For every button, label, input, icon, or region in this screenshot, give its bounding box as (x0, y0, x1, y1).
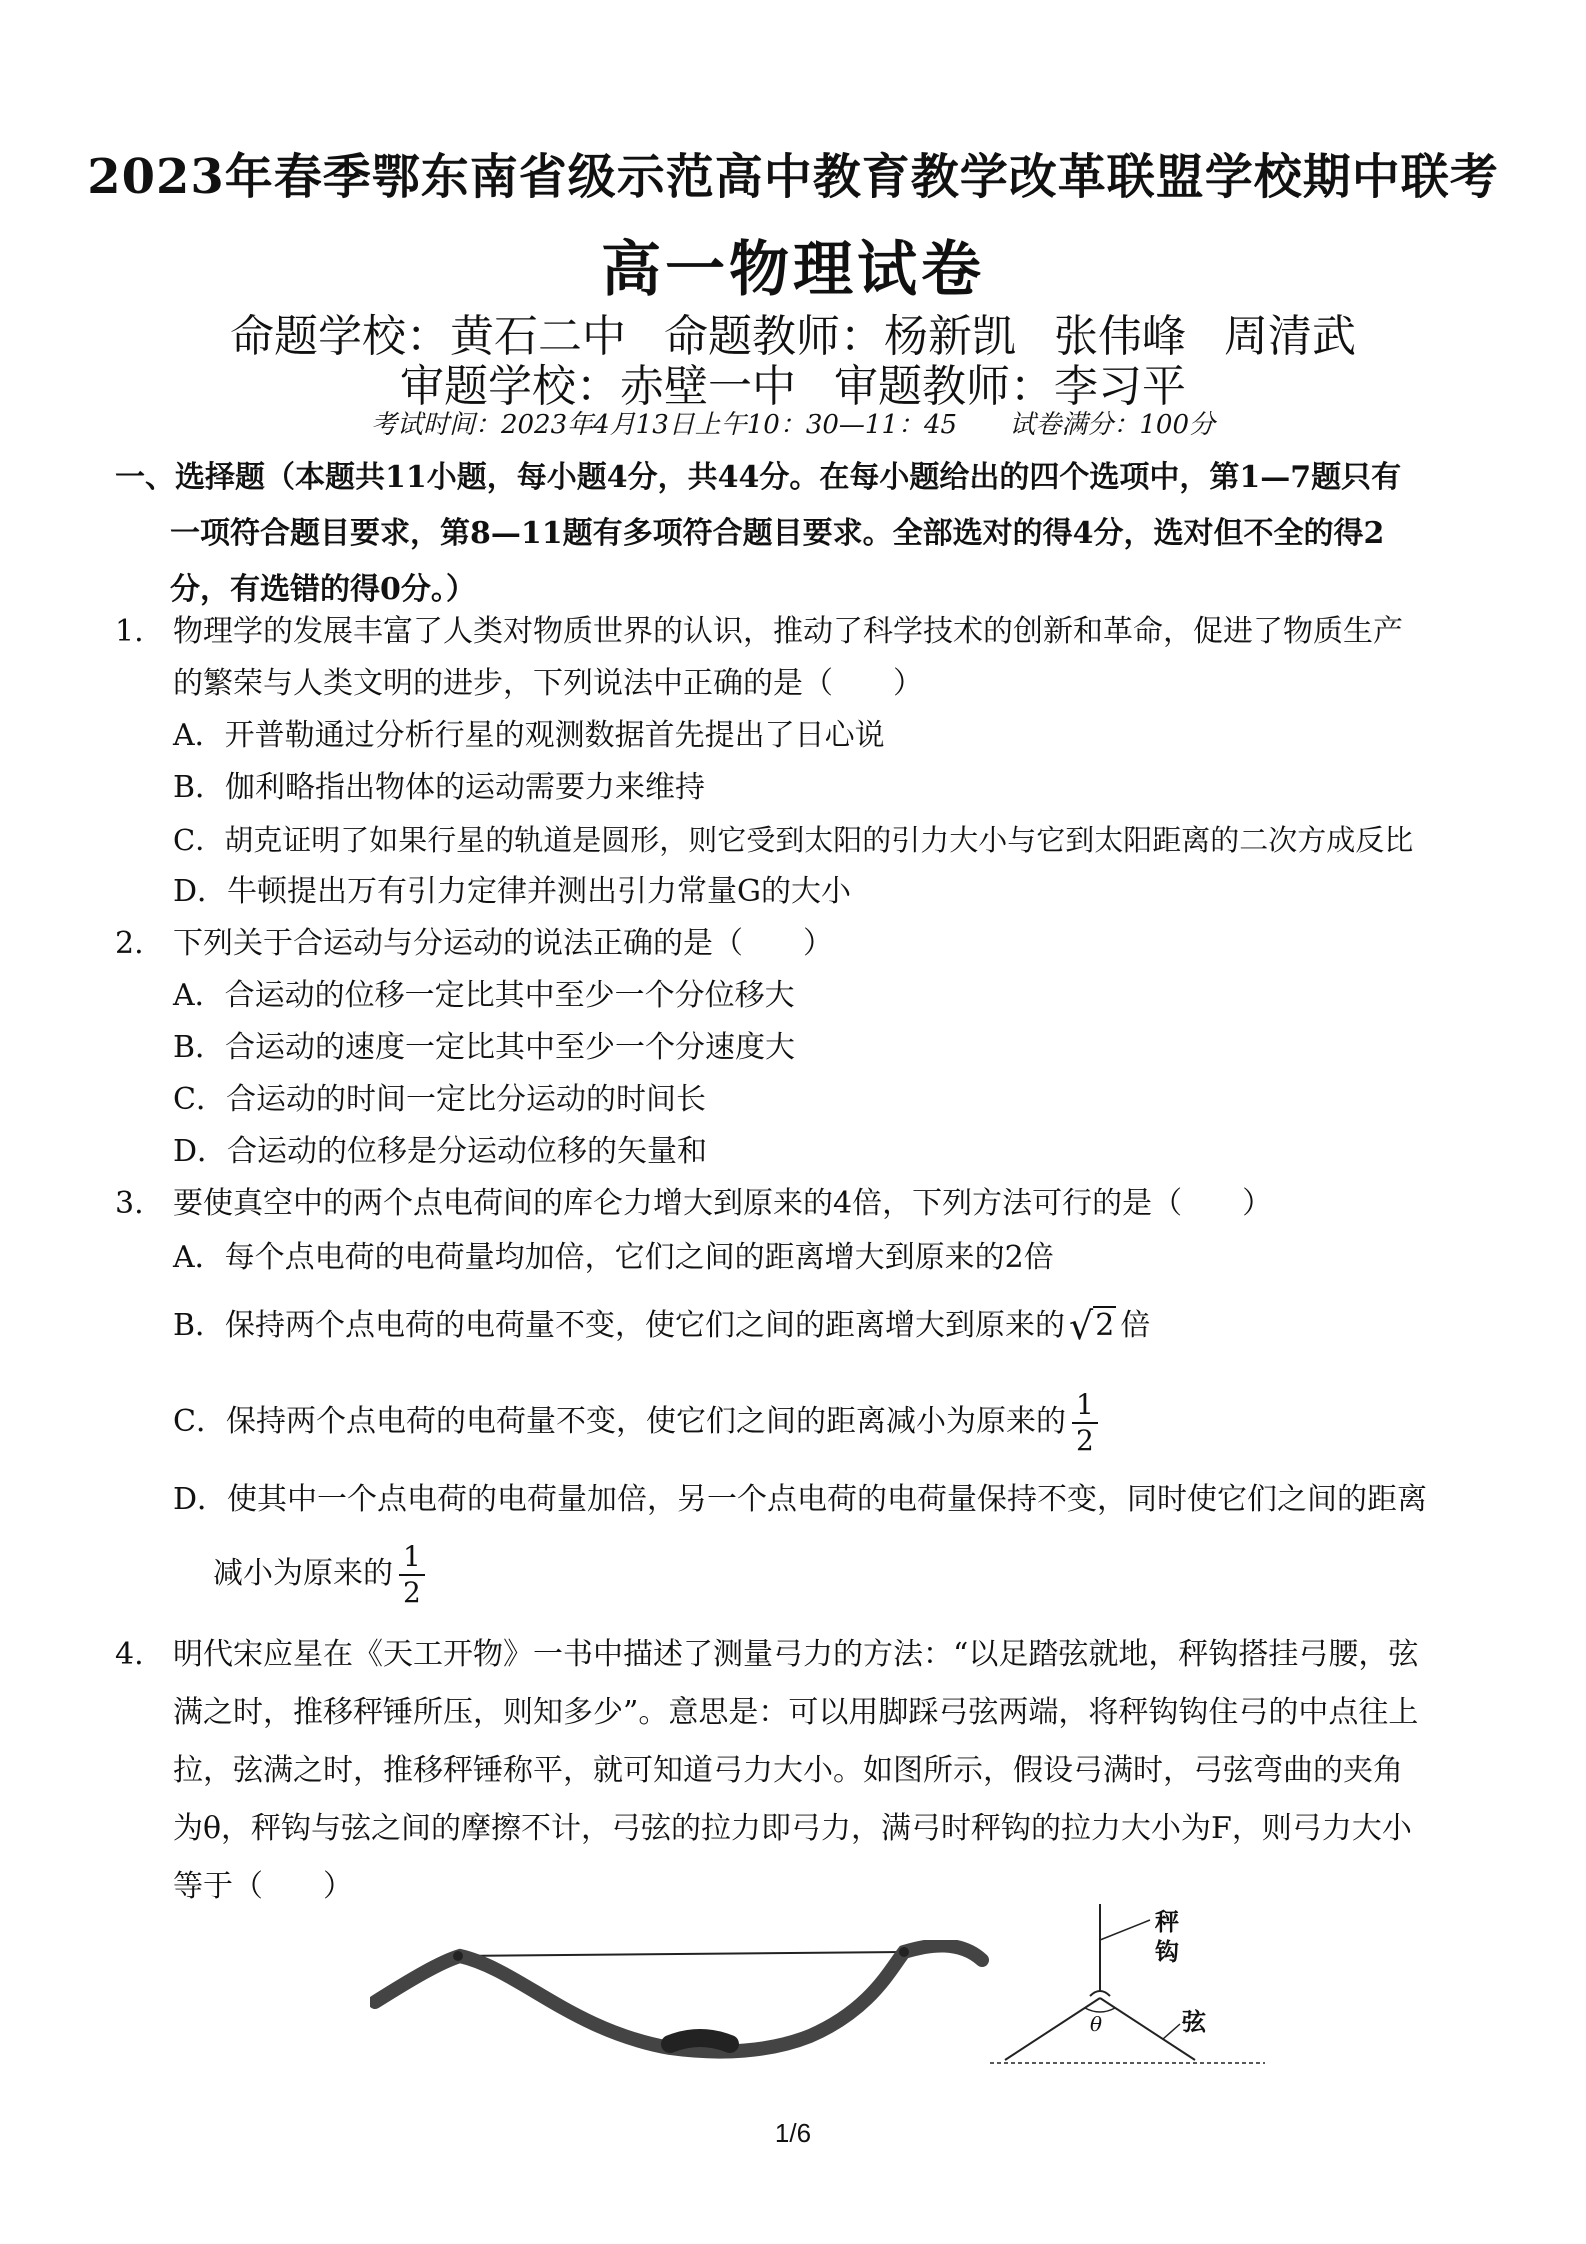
fraction (399, 1540, 425, 1610)
angle-label: θ (1090, 2012, 1103, 2036)
question-number: 1. (115, 614, 144, 649)
setter-teacher-2: 张伟峰 (1054, 311, 1186, 362)
setter-school: 命题学校：黄石二中 (230, 311, 626, 362)
question-3-option-d: D．使其中一个点电荷的电荷量加倍，另一个点电荷的电荷量保持不变，同时使它们之间的距离 (173, 1482, 1428, 1517)
question-3-option-d-cont (213, 1540, 1553, 1610)
hook-diagram (985, 1900, 1275, 2080)
exam-info (0, 404, 1586, 441)
reviewer-teacher: 审题教师：李习平 (834, 361, 1186, 412)
question-3-option-a: A．每个点电荷的电荷量均加倍，它们之间的距离增大到原来的2倍 (173, 1240, 1054, 1275)
setter-teacher-3: 周清武 (1224, 311, 1356, 362)
question-line: 要使真空中的两个点电荷间的库仑力增大到原来的4倍，下列方法可行的是（ ） (173, 1186, 1273, 1221)
hook-label-2: 钩 (1155, 1937, 1179, 1966)
bow-grip (670, 2038, 730, 2044)
question-3-option-c (173, 1388, 1513, 1458)
section-line-3: 分，有选错的得0分。） (170, 572, 476, 607)
bow-string (456, 1952, 904, 1956)
exam-subtitle: 高一物理试卷 (601, 235, 985, 305)
question-line: 等于（ ） (173, 1869, 353, 1904)
section-line-1: 一、选择题（本题共11小题，每小题4分，共44分。在每小题给出的四个选项中，第1—7题只有 (115, 460, 1402, 495)
question-2-option-a: A．合运动的位移一定比其中至少一个分位移大 (173, 978, 795, 1013)
question-1-option-b: B．伽利略指出物体的运动需要力来维持 (173, 770, 706, 805)
question-line: 下列关于合运动与分运动的说法正确的是（ ） (173, 926, 833, 961)
question-line: 满之时，推移秤锤所压，则知多少”。意思是：可以用脚踩弓弦两端，将秤钩钩住弓的中点往上 (173, 1695, 1419, 1730)
question-line: 物理学的发展丰富了人类对物质世界的认识，推动了科学技术的创新和革命，促进了物质生产 (173, 614, 1403, 649)
question-4 (115, 1626, 1495, 1916)
option-text: C．保持两个点电荷的电荷量不变，使它们之间的距离减小为原来的 (173, 1404, 1066, 1439)
fraction (1072, 1388, 1098, 1458)
hook-tip (1090, 1991, 1110, 1996)
page-number: 1/6 (774, 2118, 812, 2148)
fraction-denominator: 2 (403, 1576, 421, 1609)
question-number: 4. (115, 1637, 144, 1672)
radical-sign: √ (1069, 1304, 1094, 1348)
question-line: 明代宋应星在《天工开物》一书中描述了测量弓力的方法：“以足踏弦就地，秤钩搭挂弓腰，弦 (173, 1637, 1419, 1672)
fraction-numerator: 1 (1072, 1388, 1098, 1424)
question-2-option-d: D．合运动的位移是分运动位移的矢量和 (173, 1134, 708, 1169)
exam-time: 考试时间：2023年4月13日上午10：30—11：45 (370, 410, 958, 440)
question-3-option-b (173, 1300, 1513, 1352)
question-number: 3. (115, 1186, 144, 1221)
option-text: 减小为原来的 (213, 1556, 393, 1591)
question-number: 2. (115, 926, 144, 961)
radicand: 2 (1095, 1308, 1115, 1343)
fraction-denominator: 2 (1075, 1424, 1094, 1457)
string-right (1100, 1998, 1195, 2060)
hook-label-leader (1100, 1920, 1150, 1940)
exam-title: 2023年春季鄂东南省级示范高中教育教学改革联盟学校期中联考 (87, 149, 1499, 205)
question-line: 拉，弦满之时，推移秤锤称平，就可知道弓力大小。如图所示，假设弓满时，弓弦弯曲的夹角 (173, 1753, 1403, 1788)
option-text: B．保持两个点电荷的电荷量不变，使它们之间的距离增大到原来的 (173, 1308, 1066, 1343)
reviewer-school: 审题学校：赤壁一中 (400, 361, 796, 412)
question-1-option-c: C．胡克证明了如果行星的轨道是圆形，则它受到太阳的引力大小与它到太阳距离的二次方成反比 (173, 823, 1414, 857)
question-2-option-c: C．合运动的时间一定比分运动的时间长 (173, 1082, 706, 1117)
question-1-option-d: D．牛顿提出万有引力定律并测出引力常量G的大小 (173, 874, 852, 909)
question-line: 为θ，秤钩与弦之间的摩擦不计，弓弦的拉力即弓力，满弓时秤钩的拉力大小为F，则弓力大小 (173, 1811, 1412, 1846)
question-2 (115, 918, 1495, 970)
full-score: 试卷满分：100分 (1009, 410, 1216, 440)
bow-nock-right (899, 1947, 909, 1957)
question-1-option-a: A．开普勒通过分析行星的观测数据首先提出了日心说 (173, 718, 885, 753)
string-label-leader (1163, 2024, 1180, 2039)
fraction-numerator: 1 (399, 1540, 425, 1576)
question-3 (115, 1178, 1495, 1230)
section-instructions (115, 450, 1475, 618)
bow-nock-left (453, 1951, 463, 1961)
question-2-option-b: B．合运动的速度一定比其中至少一个分速度大 (173, 1030, 796, 1065)
question-1 (115, 606, 1495, 710)
setter-teacher: 命题教师：杨新凯 (664, 311, 1016, 362)
sqrt-expression (1069, 1300, 1116, 1352)
option-suffix: 倍 (1120, 1308, 1151, 1343)
string-label: 弦 (1182, 2007, 1206, 2036)
hook-label-1: 秤 (1155, 1907, 1179, 1936)
question-line: 的繁荣与人类文明的进步，下列说法中正确的是（ ） (173, 666, 923, 701)
bow-figure (370, 1940, 990, 2090)
section-line-2: 一项符合题目要求，第8—11题有多项符合题目要求。全部选对的得4分，选对但不全的得2 (170, 516, 1385, 551)
string-left (1005, 1998, 1103, 2060)
